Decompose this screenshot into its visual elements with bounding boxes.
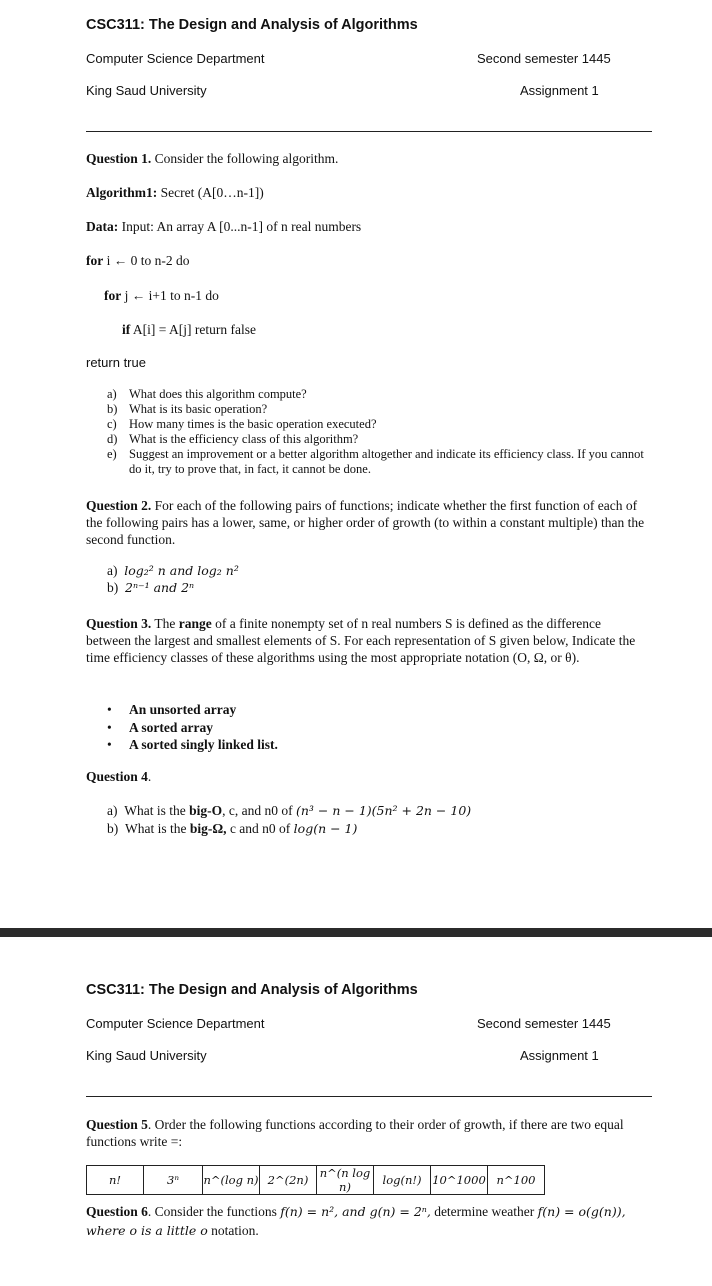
list-marker: a) bbox=[107, 563, 118, 578]
range-term: range bbox=[178, 616, 212, 631]
header-divider bbox=[86, 131, 652, 132]
question-4-prompt bbox=[86, 769, 151, 785]
algorithm-name: Secret (A[0…n-1]) bbox=[157, 185, 264, 200]
question-5-text: . Order the following functions according to their order of growth, if there are two equal functions write =: bbox=[86, 1117, 624, 1149]
inner-loop-keyword: for bbox=[104, 288, 122, 303]
algorithm-label: Algorithm1: bbox=[86, 185, 158, 200]
semester: Second semester 1445 bbox=[477, 51, 611, 66]
question-3-label: Question 3. bbox=[86, 616, 152, 631]
list-item-text: A sorted array bbox=[129, 719, 213, 735]
table-row bbox=[87, 1166, 545, 1195]
question-4-dot: . bbox=[147, 769, 152, 784]
question-5-label: Question 5 bbox=[86, 1117, 148, 1132]
table-cell: log(n!) bbox=[374, 1166, 431, 1195]
department: Computer Science Department bbox=[86, 51, 265, 66]
list-marker: c) bbox=[107, 417, 117, 431]
question-2-item-a bbox=[107, 563, 239, 579]
question-6-prompt bbox=[86, 1202, 646, 1240]
list-marker: b) bbox=[107, 580, 119, 595]
math-expression: f(n) = n², and g(n) = 2ⁿ, bbox=[280, 1204, 431, 1219]
table-cell: n^100 bbox=[488, 1166, 545, 1195]
question-2-item-b bbox=[107, 580, 194, 596]
course-title: CSC311: The Design and Analysis of Algorithms bbox=[86, 17, 418, 33]
if-text: A[i] = A[j] return false bbox=[130, 322, 256, 337]
math-expression: log₂² n and log₂ n² bbox=[124, 563, 239, 578]
list-marker: a) bbox=[107, 803, 118, 818]
list-item bbox=[107, 432, 647, 447]
table-cell: n^(n log n) bbox=[317, 1166, 374, 1195]
question-1-prompt bbox=[86, 151, 338, 167]
university: King Saud University bbox=[86, 1048, 207, 1063]
table-cell: 10^1000 bbox=[431, 1166, 488, 1195]
question-6-text-pre: . Consider the functions bbox=[147, 1204, 281, 1219]
bullet-icon: • bbox=[107, 737, 112, 752]
question-2-prompt bbox=[86, 497, 646, 548]
table-cell: 2^(2n) bbox=[260, 1166, 317, 1195]
list-item-text: How many times is the basic operation executed? bbox=[129, 417, 377, 431]
university: King Saud University bbox=[86, 83, 207, 98]
if-keyword: if bbox=[122, 322, 131, 337]
question-2-label: Question 2. bbox=[86, 498, 152, 513]
semester: Second semester 1445 bbox=[477, 1016, 611, 1031]
inner-loop-line bbox=[104, 288, 219, 304]
assignment-label: Assignment 1 bbox=[520, 83, 599, 98]
question-4-item-a bbox=[107, 803, 471, 819]
question-6-text-mid: determine weather bbox=[430, 1204, 538, 1219]
math-expression: 2ⁿ⁻¹ and 2ⁿ bbox=[125, 580, 195, 595]
question-1-subquestions bbox=[107, 387, 647, 477]
math-expression: f(n) = o(g(n)), where o is a little o bbox=[86, 1204, 626, 1238]
question-3-bullets bbox=[107, 701, 278, 754]
list-marker: e) bbox=[107, 447, 117, 461]
question-4-item-b bbox=[107, 821, 357, 837]
assignment-label: Assignment 1 bbox=[520, 1048, 599, 1063]
list-item-text: Suggest an improvement or a better algorithm altogether and indicate its efficiency class. If you cannot do it, try to prove that, in fact, it cannot be done. bbox=[129, 447, 644, 476]
department: Computer Science Department bbox=[86, 1016, 265, 1031]
list-item-text: What is the efficiency class of this algorithm? bbox=[129, 432, 359, 446]
outer-loop-line bbox=[86, 253, 190, 269]
question-3-text-pre: The bbox=[151, 616, 179, 631]
list-marker: b) bbox=[107, 821, 119, 836]
question-6-label: Question 6 bbox=[86, 1204, 148, 1219]
item-text: What is the bbox=[125, 821, 190, 836]
outer-loop-keyword: for bbox=[86, 253, 104, 268]
list-item bbox=[107, 417, 647, 432]
list-item-text: A sorted singly linked list. bbox=[129, 737, 278, 752]
big-o-term: big-O bbox=[189, 803, 223, 818]
question-3-text-post: of a finite nonempty set of n real numbers S is defined as the difference between the largest and smallest elements of S. For each representation of S given below, Indicate the time efficiency classes of these algorithms using the most appropriate notation (O, Ω, or θ). bbox=[86, 616, 636, 665]
question-2-text: For each of the following pairs of functions; indicate whether the first function of each of the following pairs has a lower, same, or higher order of growth (to within a constant multiple) than the second function. bbox=[86, 498, 645, 547]
page-separator bbox=[0, 928, 712, 937]
course-title: CSC311: The Design and Analysis of Algorithms bbox=[86, 982, 418, 998]
question-3-prompt bbox=[86, 615, 646, 666]
question-1-label: Question 1. bbox=[86, 151, 152, 166]
inner-loop-text: j ← i+1 to n-1 do bbox=[121, 288, 219, 303]
item-text: What is the bbox=[124, 803, 190, 818]
list-item-text: What is its basic operation? bbox=[129, 402, 268, 416]
header-divider bbox=[86, 1096, 652, 1097]
data-text: Input: An array A [0...n-1] of n real numbers bbox=[118, 219, 362, 234]
math-expression: (n³ − n − 1)(5n² + 2n − 10) bbox=[295, 803, 472, 818]
if-line bbox=[122, 322, 256, 338]
outer-loop-text: i ← 0 to n-2 do bbox=[103, 253, 190, 268]
list-item-text: An unsorted array bbox=[129, 702, 237, 717]
list-marker: d) bbox=[107, 432, 118, 446]
math-expression: log(n − 1) bbox=[293, 821, 358, 836]
data-label: Data: bbox=[86, 219, 119, 234]
list-item-text: What does this algorithm compute? bbox=[129, 387, 307, 401]
question-5-prompt bbox=[86, 1116, 646, 1150]
item-text: c and n0 of bbox=[226, 821, 294, 836]
list-item bbox=[107, 736, 278, 754]
algorithm-heading bbox=[86, 185, 264, 201]
list-marker: b) bbox=[107, 402, 118, 416]
list-item bbox=[107, 701, 278, 719]
list-item bbox=[107, 719, 278, 737]
question-6-text-post: notation. bbox=[207, 1223, 259, 1238]
table-cell: 3ⁿ bbox=[144, 1166, 203, 1195]
algorithm-data bbox=[86, 219, 361, 235]
list-item bbox=[107, 402, 647, 417]
list-marker: a) bbox=[107, 387, 117, 401]
return-line: return true bbox=[86, 355, 146, 370]
table-cell: n! bbox=[87, 1166, 144, 1195]
big-omega-term: big-Ω, bbox=[189, 821, 227, 836]
item-text: , c, and n0 of bbox=[222, 803, 296, 818]
bullet-icon: • bbox=[107, 719, 112, 735]
bullet-icon: • bbox=[107, 702, 112, 717]
question-1-text: Consider the following algorithm. bbox=[151, 151, 339, 166]
functions-table bbox=[86, 1165, 545, 1195]
table-cell: n^(log n) bbox=[203, 1166, 260, 1195]
list-item bbox=[107, 387, 647, 402]
question-4-label: Question 4 bbox=[86, 769, 148, 784]
list-item bbox=[107, 447, 647, 477]
